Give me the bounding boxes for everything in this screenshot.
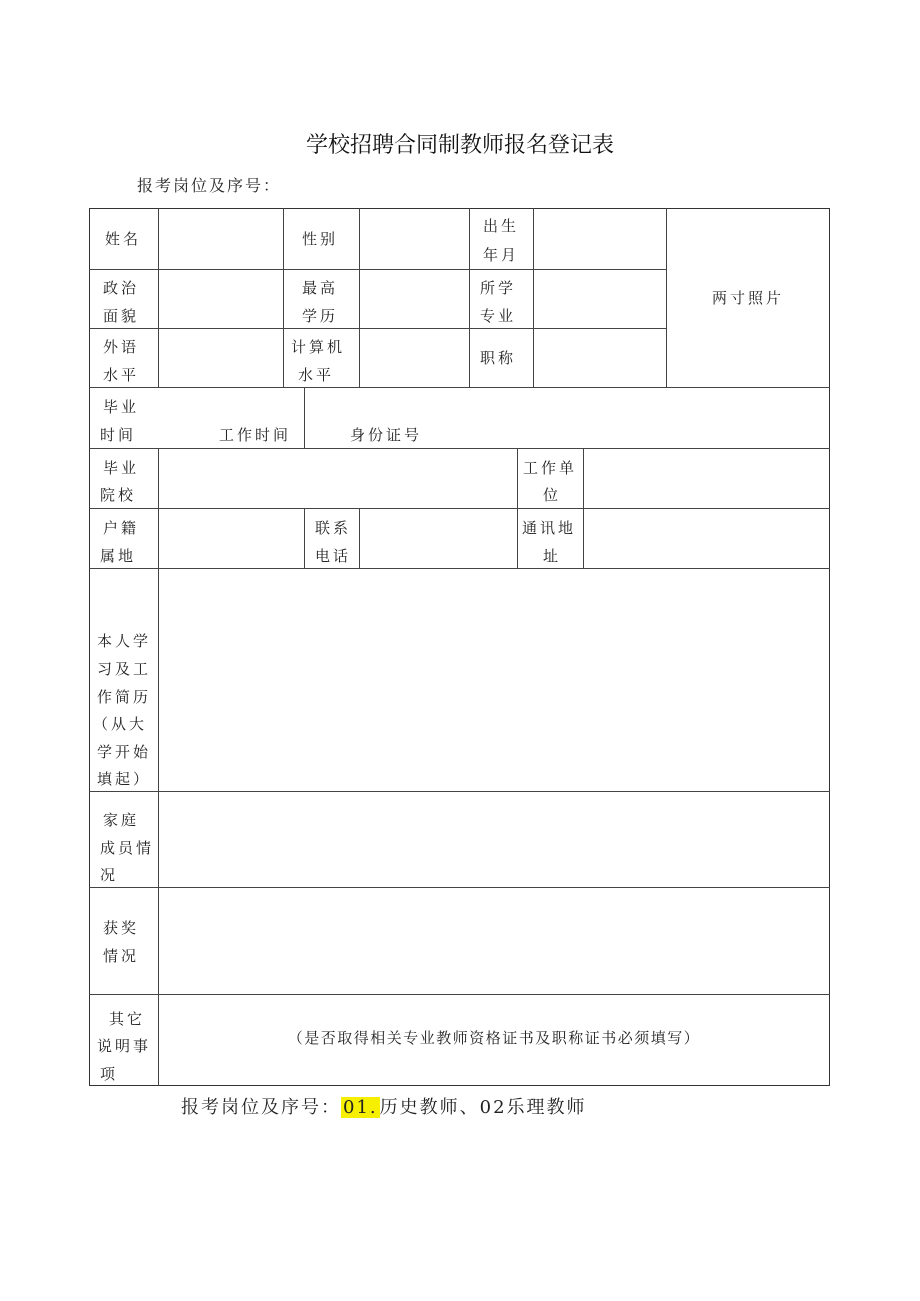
- col-line: [304, 508, 305, 568]
- footer-posts: 历史教师、02乐理教师: [379, 1097, 587, 1118]
- row-line: [89, 994, 830, 995]
- registration-table: [89, 208, 830, 1086]
- col-line: [359, 508, 360, 568]
- col-line: [583, 448, 584, 508]
- form-title: 学校招聘合同制教师报名登记表: [305, 133, 614, 158]
- row-line: [89, 387, 830, 388]
- row-line: [89, 887, 830, 888]
- col-line: [158, 448, 159, 508]
- label-resume: 学开始: [97, 743, 152, 761]
- label-resume: 填起）: [97, 770, 152, 788]
- row-line: [89, 448, 830, 449]
- footer-post-list: [181, 1093, 587, 1119]
- label-education: 最高: [302, 279, 339, 297]
- label-political: 政治: [103, 279, 140, 297]
- label-hukou: 属地: [100, 547, 137, 565]
- label-political: 面貌: [103, 307, 140, 325]
- label-resume: （从大: [93, 715, 148, 733]
- label-hukou: 户籍: [103, 519, 140, 537]
- label-resume: 习及工: [97, 660, 152, 678]
- photo-placeholder: 两寸照片: [712, 289, 785, 307]
- label-family: 况: [100, 866, 119, 884]
- label-birth: 出生: [483, 217, 520, 235]
- label-employer: 位: [543, 486, 562, 504]
- col-line: [469, 208, 470, 388]
- label-school: 院校: [100, 486, 137, 504]
- label-name: 姓名: [105, 230, 142, 248]
- label-birth: 年月: [483, 246, 520, 264]
- label-address: 址: [543, 547, 562, 565]
- row-line: [89, 328, 666, 329]
- col-line: [359, 208, 360, 388]
- label-graduation: 毕业: [103, 398, 140, 416]
- label-address: 通讯地: [522, 519, 577, 537]
- other-note: （是否取得相关专业教师资格证书及职称证书必须填写）: [287, 1029, 701, 1047]
- row-line: [89, 791, 830, 792]
- label-other: 说明事: [97, 1037, 152, 1055]
- label-other: 其它: [109, 1010, 146, 1028]
- label-resume: 本人学: [97, 632, 152, 650]
- label-language: 水平: [103, 366, 140, 384]
- label-computer: 水平: [298, 366, 335, 384]
- label-major: 所学: [480, 279, 517, 297]
- col-line: [583, 508, 584, 568]
- label-title-rank: 职称: [480, 349, 517, 367]
- col-line: [158, 568, 159, 1086]
- label-major: 专业: [480, 307, 517, 325]
- highlighted-number: 01.: [343, 1097, 378, 1118]
- label-gender: 性别: [302, 230, 339, 248]
- label-awards: 情况: [103, 947, 140, 965]
- col-line: [666, 208, 667, 388]
- post-label: 报考岗位及序号：: [137, 176, 282, 195]
- col-line: [283, 208, 284, 388]
- col-line: [533, 208, 534, 388]
- label-computer: 计算机: [291, 338, 346, 356]
- footer-prefix: 报考岗位及序号：: [181, 1097, 341, 1118]
- label-education: 学历: [302, 307, 339, 325]
- label-family: 成员情: [100, 839, 155, 857]
- label-language: 外语: [103, 338, 140, 356]
- col-line: [517, 448, 518, 508]
- label-awards: 获奖: [103, 919, 140, 937]
- col-line: [158, 208, 159, 388]
- col-line: [304, 387, 305, 448]
- label-graduation: 时间: [100, 426, 137, 444]
- col-line: [517, 508, 518, 568]
- label-resume: 作简历: [97, 688, 152, 706]
- label-school: 毕业: [103, 459, 140, 477]
- label-id-number: 身份证号: [350, 426, 423, 444]
- row-line: [89, 269, 666, 270]
- row-line: [89, 508, 830, 509]
- label-employer: 工作单: [523, 459, 578, 477]
- label-phone: 联系: [315, 519, 352, 537]
- label-phone: 电话: [315, 547, 352, 565]
- label-work-time: 工作时间: [219, 426, 292, 444]
- row-line: [89, 568, 830, 569]
- label-other: 项: [100, 1065, 119, 1083]
- col-line: [158, 508, 159, 568]
- label-family: 家庭: [103, 811, 140, 829]
